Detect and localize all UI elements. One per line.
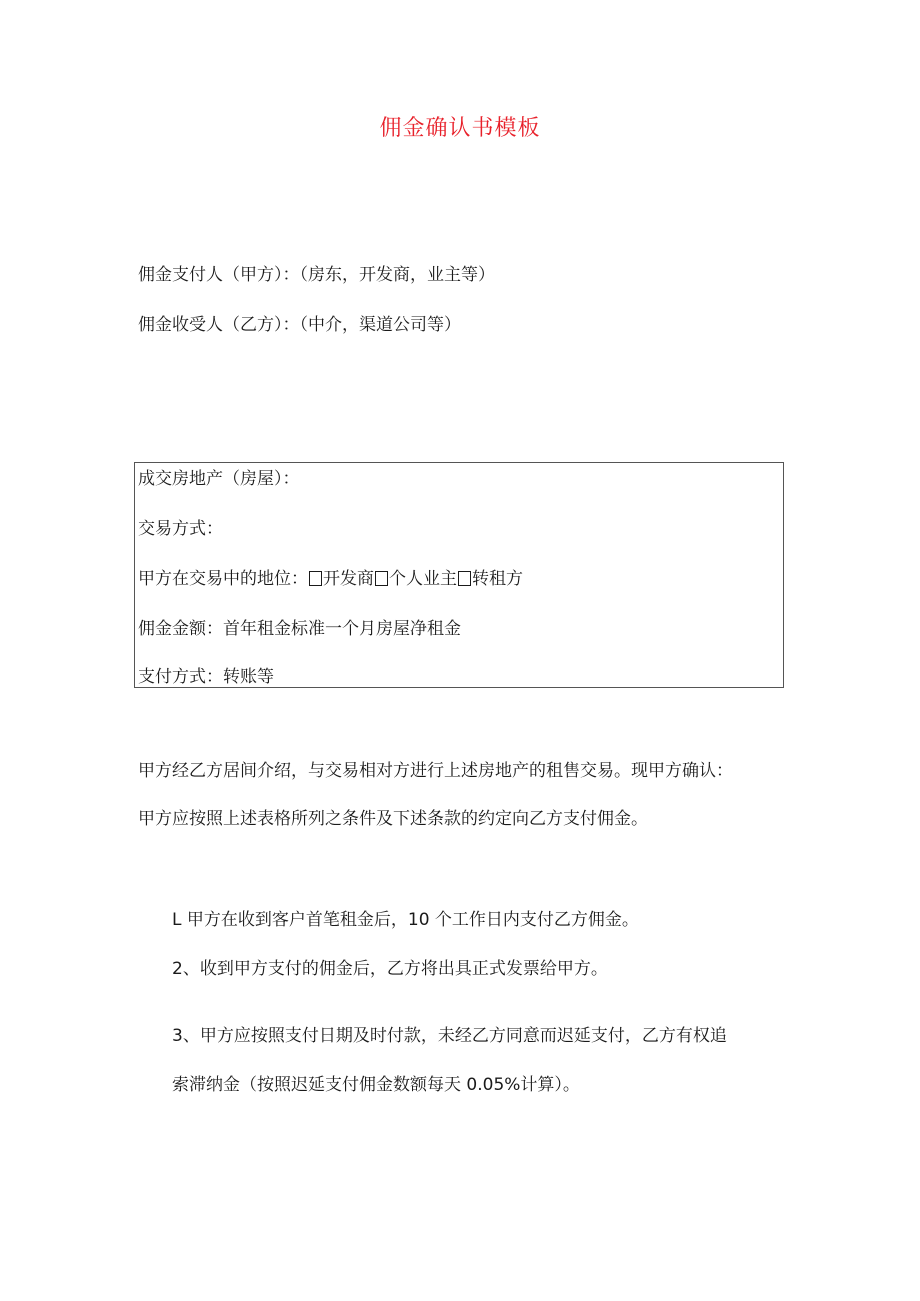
party-a-role-label: 甲方在交易中的地位： [138,569,308,589]
clause-2: 2、收到甲方支付的佣金后，乙方将出具正式发票给甲方。 [172,959,608,979]
clause-3-line-1: 3、甲方应按照支付日期及时付款，未经乙方同意而迟延支付，乙方有权追 [172,1026,727,1046]
clause-1: L 甲方在收到客户首笔租金后，10 个工作日内支付乙方佣金。 [172,910,639,930]
document-title: 佣金确认书模板 [379,116,541,141]
checkbox-individual-owner[interactable] [375,571,388,586]
option-individual-owner-label: 个人业主 [389,569,457,589]
checkbox-developer[interactable] [309,571,322,586]
obligation-paragraph: 甲方应按照上述表格所列之条件及下述条款的约定向乙方支付佣金。 [138,809,648,829]
payer-line: 佣金支付人（甲方）：（房东，开发商，业主等） [138,265,495,285]
commission-amount-row: 佣金金额：首年租金标准一个月房屋净租金 [138,619,461,639]
payment-method-row: 支付方式：转账等 [138,667,274,687]
checkbox-sublessor[interactable] [458,571,471,586]
transaction-info-table [134,462,784,688]
clause-3-line-2: 索滞纳金（按照迟延支付佣金数额每天 0.05%计算）。 [172,1075,580,1095]
option-developer-label: 开发商 [323,569,374,589]
payee-line: 佣金收受人（乙方）：（中介，渠道公司等） [138,315,461,335]
party-a-role-row [138,567,523,591]
confirmation-paragraph: 甲方经乙方居间介绍，与交易相对方进行上述房地产的租售交易。现甲方确认： [138,761,733,781]
property-row: 成交房地产（房屋）： [138,469,300,489]
transaction-method-row: 交易方式： [138,519,223,539]
option-sublessor-label: 转租方 [472,569,523,589]
